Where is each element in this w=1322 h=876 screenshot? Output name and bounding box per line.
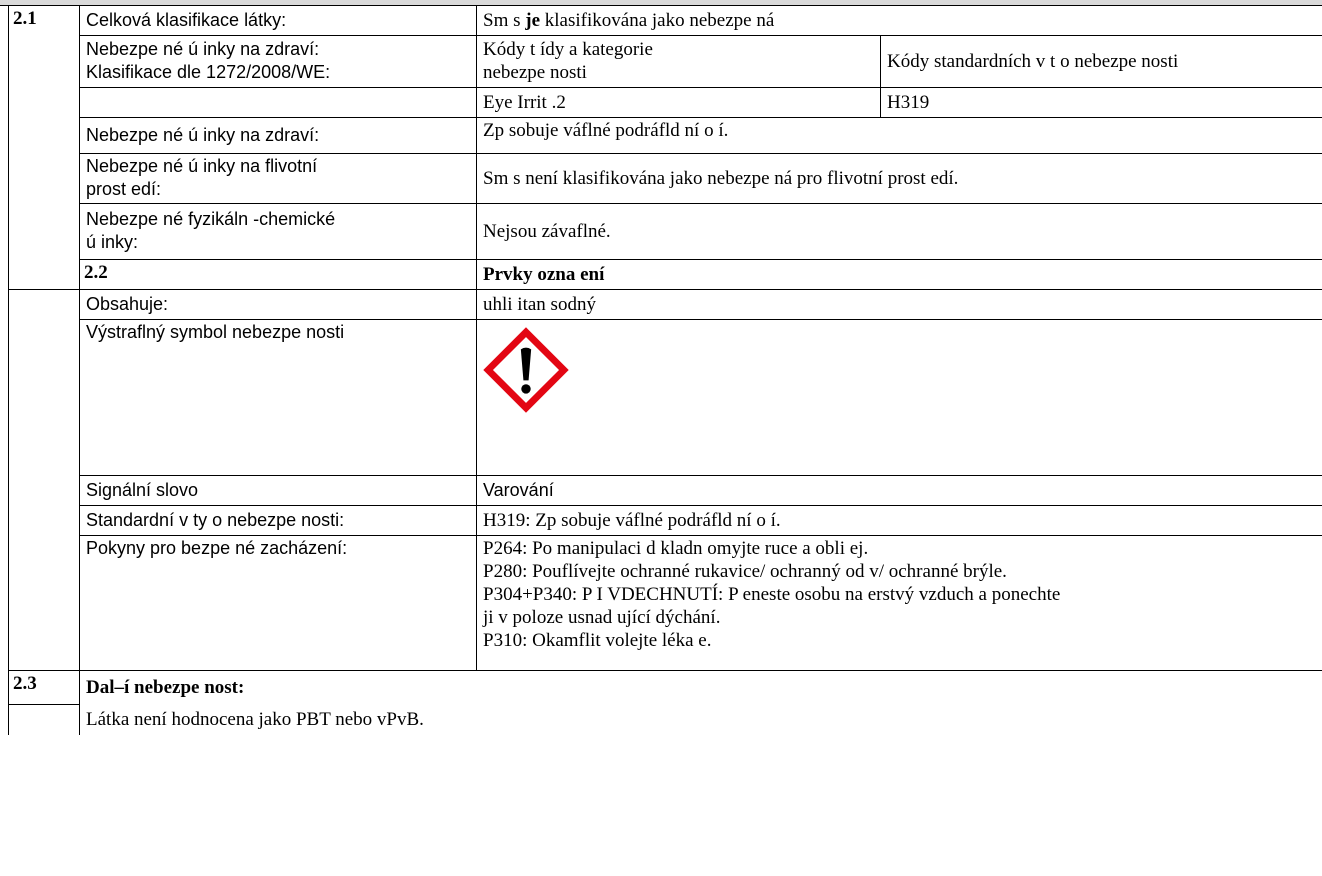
physchem-effects-label: Nebezpe né fyzikáln -chemické ú inky: xyxy=(80,204,477,260)
pictogram-cell xyxy=(477,320,1322,476)
hazard-statement-codes-header: Kódy standardních v t o nebezpe nosti xyxy=(881,36,1322,88)
pictogram-label: Výstraflný symbol nebezpe nosti xyxy=(80,320,477,476)
contains-value: uhli itan sodný xyxy=(477,290,1322,320)
classification-label: Celková klasifikace látky: xyxy=(80,6,477,36)
section-2-2-indent xyxy=(9,290,80,671)
precaution-line: P264: Po manipulaci d kladn omyjte ruce a obli ej. xyxy=(483,538,869,559)
hazard-statements-label: Standardní v ty o nebezpe nosti: xyxy=(80,506,477,536)
section-number-2-2: 2.2 xyxy=(80,260,477,290)
label-elements-title: Prvky ozna ení xyxy=(477,260,1322,290)
section-number-2-1: 2.1 xyxy=(9,6,80,290)
section-2-3-indent xyxy=(9,705,80,735)
hazard-code-value: H319 xyxy=(881,88,1322,118)
precaution-line: P304+P340: P I VDECHNUTÍ: P eneste osobu na erstvý vzduch a ponechte xyxy=(483,584,1061,605)
health-effects-label: Nebezpe né ú inky na zdraví: xyxy=(80,118,477,154)
hazard-class-header: Kódy t ídy a kategorie nebezpe nosti xyxy=(477,36,881,88)
precaution-line: ji v poloze usnad ující dýchání. xyxy=(483,607,721,628)
environment-effects-value: Sm s není klasifikována jako nebezpe ná pro flivotní prost edí. xyxy=(477,154,1322,204)
other-hazards-text: Látka není hodnocena jako PBT nebo vPvB. xyxy=(86,708,424,730)
precaution-line: P310: Okamflit volejte léka e. xyxy=(483,630,712,651)
hazard-class-value: Eye Irrit .2 xyxy=(477,88,881,118)
precautionary-label: Pokyny pro bezpe né zacházení: xyxy=(80,536,477,671)
empty-cell xyxy=(80,88,477,118)
precautionary-statements xyxy=(477,536,1322,671)
exclamation-dot xyxy=(521,384,530,393)
environment-effects-label: Nebezpe né ú inky na flivotní prost edí: xyxy=(80,154,477,204)
hazard-statements-value: H319: Zp sobuje váflné podráfld ní o í. xyxy=(477,506,1322,536)
precaution-line: P280: Pouflívejte ochranné rukavice/ ochranný od v/ ochranné brýle. xyxy=(483,561,1007,582)
signal-word-label: Signální slovo xyxy=(80,476,477,506)
physchem-effects-value: Nejsou závaflné. xyxy=(477,204,1322,260)
exclamation-mark-icon xyxy=(483,327,569,413)
health-effects-value: Zp sobuje váflné podráfld ní o í. xyxy=(477,118,1322,154)
hazard-identification-table xyxy=(8,5,1322,735)
contains-label: Obsahuje: xyxy=(80,290,477,320)
health-classification-label: Nebezpe né ú inky na zdraví: Klasifikace dle 1272/2008/WE: xyxy=(80,36,477,88)
other-hazards-title: Dal–í nebezpe nost: xyxy=(80,671,1322,705)
signal-word-value: Varování xyxy=(477,476,1322,506)
classification-value: Sm s je klasifikována jako nebezpe ná xyxy=(477,6,1322,36)
section-number-2-3: 2.3 xyxy=(9,671,80,705)
